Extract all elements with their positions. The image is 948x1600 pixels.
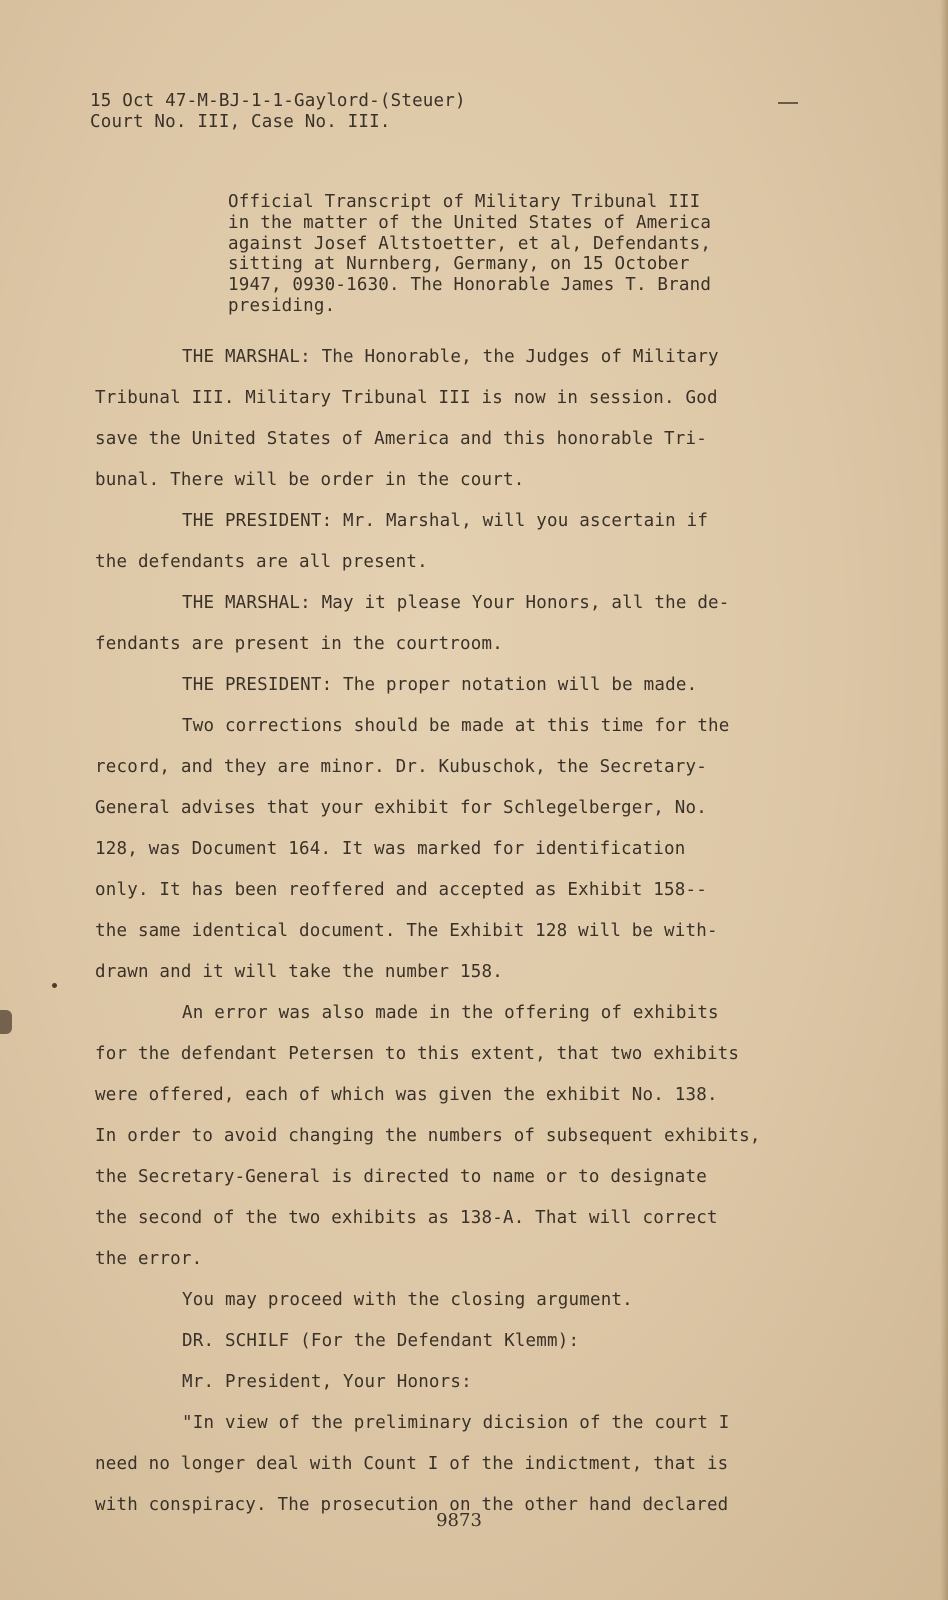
body-line: "In view of the preliminary dicision of the court I (182, 1413, 730, 1433)
body-line: fendants are present in the courtroom. (95, 634, 503, 654)
body-line: General advises that your exhibit for Schlegelberger, No. (95, 798, 707, 818)
body-line: for the defendant Petersen to this extent, that two exhibits (95, 1044, 740, 1064)
ink-dot (52, 983, 57, 988)
body-line: save the United States of America and this honorable Tri- (95, 429, 707, 449)
body-line: THE MARSHAL: May it please Your Honors, all the de- (182, 593, 730, 613)
document-header (90, 91, 466, 133)
body-line: THE PRESIDENT: Mr. Marshal, will you ascertain if (182, 511, 709, 531)
body-line: You may proceed with the closing argument. (182, 1290, 633, 1310)
body-line: bunal. There will be order in the court. (95, 470, 525, 490)
intro-line: in the matter of the United States of America (228, 212, 712, 233)
body-line: An error was also made in the offering of exhibits (182, 1003, 719, 1023)
body-line: the defendants are all present. (95, 552, 428, 572)
page-edge-shadow (940, 0, 948, 1600)
body-line: need no longer deal with Count I of the indictment, that is (95, 1454, 729, 1474)
transcript-body (95, 337, 875, 1526)
transcript-intro (228, 192, 711, 317)
intro-line: presiding. (228, 295, 336, 316)
body-line: Tribunal III. Military Tribunal III is now in session. God (95, 388, 718, 408)
body-line: the second of the two exhibits as 138-A. That will correct (95, 1208, 718, 1228)
body-line: drawn and it will take the number 158. (95, 962, 503, 982)
page-number: 9873 (436, 1510, 482, 1531)
header-line-1: 15 Oct 47-M-BJ-1-1-Gaylord-(Steuer) (90, 91, 466, 111)
intro-line: against Josef Altstoetter, et al, Defendants, (228, 233, 712, 254)
header-line-2: Court No. III, Case No. III. (90, 112, 391, 132)
body-line: 128, was Document 164. It was marked for identification (95, 839, 686, 859)
intro-line: sitting at Nurnberg, Germany, on 15 October (228, 254, 690, 275)
body-line: Mr. President, Your Honors: (182, 1372, 472, 1392)
body-line: the Secretary-General is directed to name or to designate (95, 1167, 707, 1187)
body-line: record, and they are minor. Dr. Kubuschok, the Secretary- (95, 757, 707, 777)
body-line: with conspiracy. The prosecution on the other hand declared (95, 1495, 729, 1515)
body-line: only. It has been reoffered and accepted as Exhibit 158-- (95, 880, 707, 900)
body-line: THE PRESIDENT: The proper notation will be made. (182, 675, 698, 695)
body-line: In order to avoid changing the numbers of subsequent exhibits, (95, 1126, 761, 1146)
body-line: DR. SCHILF (For the Defendant Klemm): (182, 1331, 580, 1351)
body-line: Two corrections should be made at this time for the (182, 716, 730, 736)
body-line: THE MARSHAL: The Honorable, the Judges of Military (182, 347, 719, 367)
body-line: were offered, each of which was given the exhibit No. 138. (95, 1085, 718, 1105)
binding-clip-mark (0, 1010, 12, 1034)
body-line: the same identical document. The Exhibit 128 will be with- (95, 921, 718, 941)
body-line: the error. (95, 1249, 203, 1269)
intro-line: 1947, 0930-1630. The Honorable James T. Brand (228, 275, 712, 296)
margin-mark (778, 102, 798, 104)
intro-line: Official Transcript of Military Tribunal III (228, 192, 701, 212)
